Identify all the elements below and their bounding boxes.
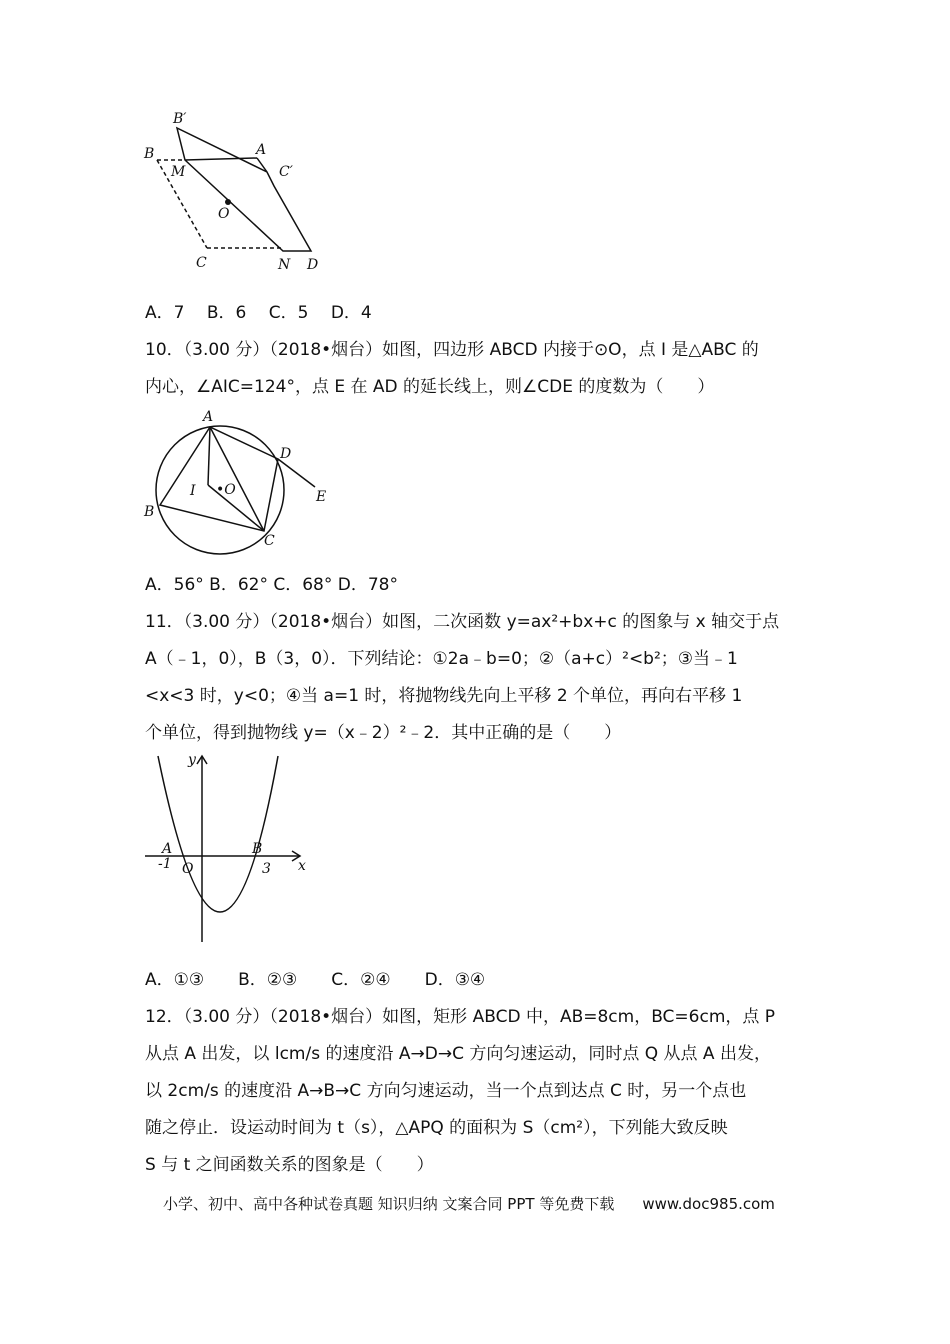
q9-label-c-prime: C′ bbox=[279, 164, 293, 180]
page-footer bbox=[163, 1193, 775, 1214]
q9-label-c: C bbox=[196, 255, 207, 271]
q9-folded-part bbox=[177, 128, 311, 251]
q12-stem-line2: 从点 A 出发，以 lcm/s 的速度沿 A→D→C 方向匀速运动，同时点 Q 从点 A 出发， bbox=[145, 1044, 771, 1064]
q10-line-ai bbox=[208, 427, 210, 485]
q12-stem-line1: 12．（3.00 分）（2018•烟台）如图，矩形 ABCD 中，AB=8cm，BC=6cm，点 P bbox=[145, 1007, 776, 1027]
q10-label-c: C bbox=[264, 533, 275, 549]
q10-label-o: •O bbox=[216, 482, 236, 498]
q11-stem-line2: A（﹣1，0），B（3，0）．下列结论：①2a﹣b=0；②（a+c）²<b²；③当﹣1 bbox=[145, 649, 738, 669]
q11-label-o: O bbox=[182, 861, 194, 877]
q9-label-n: N bbox=[278, 257, 291, 273]
q9-label-a: A bbox=[256, 142, 267, 158]
q11-stem-line1: 11．（3.00 分）（2018•烟台）如图，二次函数 y=ax²+bx+c 的图象与 x 轴交于点 bbox=[145, 612, 780, 632]
q9-options: A．7 B．6 C．5 D．4 bbox=[145, 303, 372, 323]
q9-label-o: O bbox=[218, 206, 230, 222]
q11-label-3: 3 bbox=[262, 861, 271, 877]
footer-text: 小学、初中、高中各种试卷真题 知识归纳 文案合同 PPT 等免费下载 bbox=[163, 1195, 615, 1213]
q12-stem-line3: 以 2cm/s 的速度沿 A→B→C 方向匀速运动，当一个点到达点 C 时，另一个点也 bbox=[145, 1081, 747, 1101]
q11-label-x: x bbox=[298, 858, 306, 874]
q10-stem-line2: 内心，∠AIC=124°，点 E 在 AD 的延长线上，则∠CDE 的度数为（ ） bbox=[145, 377, 715, 397]
q9-label-b-prime: B′ bbox=[173, 111, 187, 127]
q11-label-neg1: -1 bbox=[158, 856, 172, 872]
q11-options: A．①③ B．②③ C．②④ D．③④ bbox=[145, 970, 486, 990]
q11-stem-line4: 个单位，得到抛物线 y=（x﹣2）²﹣2．其中正确的是（ ） bbox=[145, 723, 622, 743]
q9-center-dot bbox=[225, 199, 231, 205]
q11-parabola bbox=[158, 756, 278, 912]
q10-label-b: B bbox=[144, 504, 155, 520]
q12-stem-line5: S 与 t 之间函数关系的图象是（ ） bbox=[145, 1155, 434, 1175]
q9-label-m: M bbox=[171, 164, 186, 180]
q11-parabola-figure bbox=[140, 750, 320, 950]
q10-label-i: I bbox=[190, 483, 196, 499]
q10-options: A．56° B．62° C．68° D．78° bbox=[145, 575, 398, 595]
q10-label-d: D bbox=[280, 446, 292, 462]
q9-label-d: D bbox=[307, 257, 319, 273]
q10-line-ac bbox=[210, 427, 264, 531]
q11-label-y: y bbox=[188, 752, 196, 768]
q11-label-a: A bbox=[162, 841, 173, 857]
q10-circle-figure bbox=[140, 405, 340, 565]
q10-label-e: E bbox=[316, 489, 327, 505]
q10-label-a: A bbox=[203, 409, 214, 425]
q9-label-b: B bbox=[144, 146, 155, 162]
q12-stem-line4: 随之停止．设运动时间为 t（s），△APQ 的面积为 S（cm²），下列能大致反映 bbox=[145, 1118, 728, 1138]
footer-url[interactable]: www.doc985.com bbox=[642, 1195, 775, 1213]
q11-stem-line3: <x<3 时，y<0；④当 a=1 时，将抛物线先向上平移 2 个单位，再向右平移 1 bbox=[145, 686, 743, 706]
q9-rhombus-figure bbox=[140, 108, 340, 278]
q10-stem-line1: 10．（3.00 分）（2018•烟台）如图，四边形 ABCD 内接于⊙O，点 I 是△ABC 的 bbox=[145, 340, 759, 360]
q11-label-b: B bbox=[252, 841, 263, 857]
q9-line-ba bbox=[185, 158, 257, 160]
